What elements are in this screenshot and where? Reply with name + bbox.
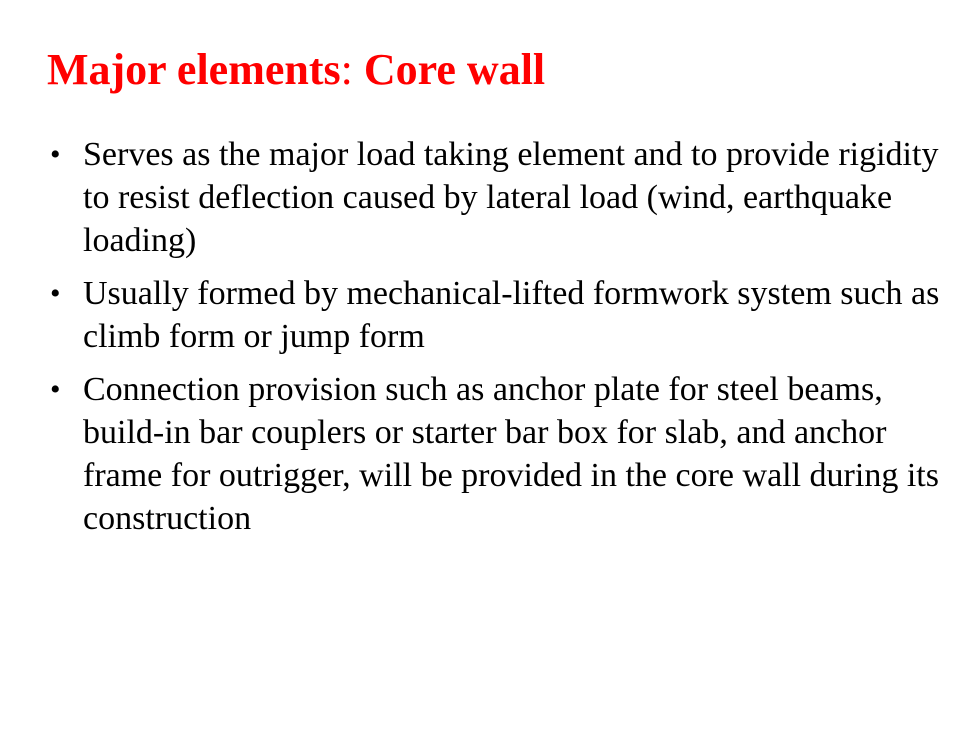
bullet-item <box>50 272 950 358</box>
title-subject: Core wall <box>352 45 546 94</box>
bullet-icon: • <box>50 277 61 310</box>
bullet-icon: • <box>50 373 61 406</box>
bullet-item <box>50 133 950 262</box>
slide-title <box>47 42 545 98</box>
title-separator: : <box>340 45 353 94</box>
bullet-text: Connection provision such as anchor plate for steel beams, build-in bar couplers or starter bar box for slab, and anchor frame for outrigger, will be provided in the core wall during its construction <box>83 371 939 537</box>
bullet-text: Serves as the major load taking element and to provide rigidity to resist deflection caused by lateral load (wind, earthquake loading) <box>83 136 939 259</box>
bullet-icon: • <box>50 138 61 171</box>
bullet-item <box>50 368 950 540</box>
bullet-text: Usually formed by mechanical-lifted formwork system such as climb form or jump form <box>83 275 940 355</box>
bullet-list <box>50 133 950 550</box>
title-main: Major elements <box>47 45 341 94</box>
